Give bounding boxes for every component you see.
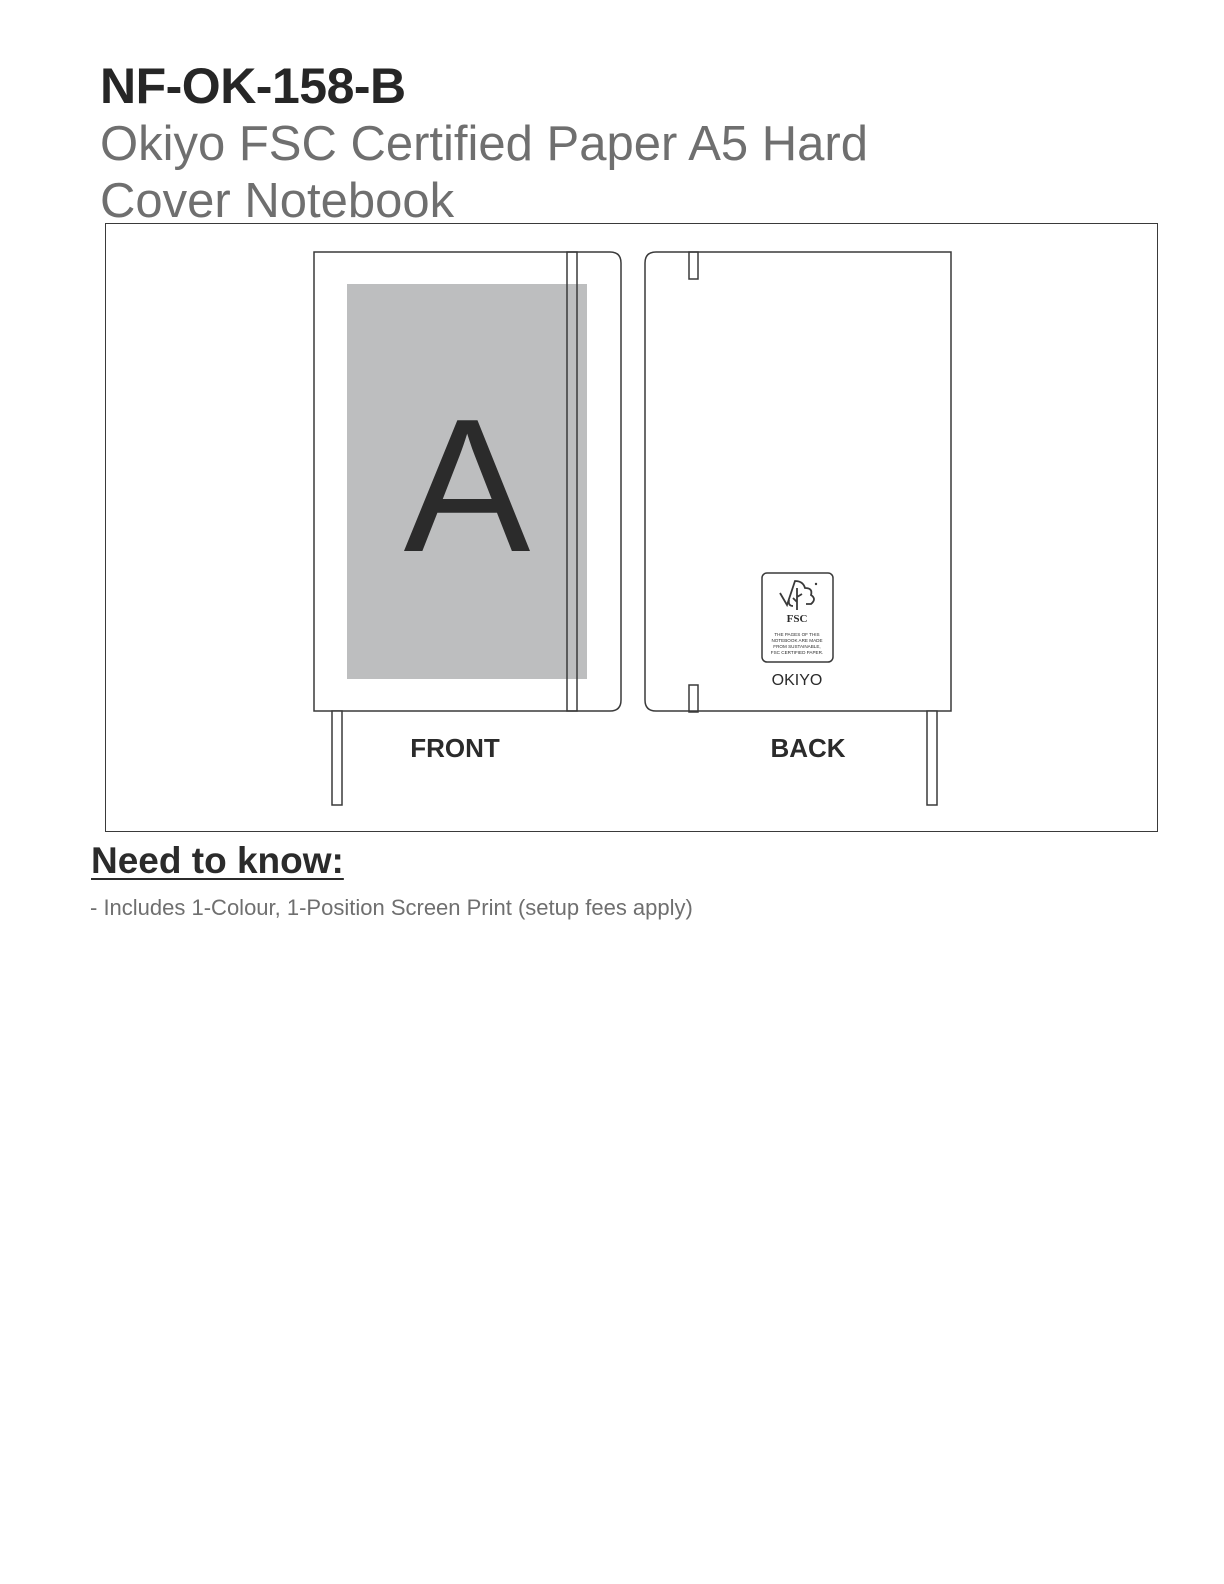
product-code: NF-OK-158-B (100, 58, 406, 114)
front-imprint-letter: A (403, 380, 531, 592)
back-brand-name: OKIYO (771, 672, 823, 689)
product-diagram (105, 223, 1158, 832)
product-title: Okiyo FSC Certified Paper A5 Hard Cover Notebook (100, 117, 868, 228)
back-notebook (645, 252, 951, 805)
need-to-know-item: - Includes 1-Colour, 1-Position Screen Print (setup fees apply) (90, 895, 693, 920)
back-elastic-bottom (689, 685, 698, 712)
fsc-brand-text: FSC (786, 613, 808, 625)
tree-icon (780, 581, 814, 610)
need-to-know-heading: Need to know: (91, 840, 344, 881)
front-bookmark-ribbon (332, 711, 342, 805)
fsc-logo-line-1: THE PAGES OF THIS (774, 632, 820, 637)
back-label: BACK (770, 733, 846, 763)
fsc-logo-line-3: FROM SUSTAINABLE, (773, 644, 821, 649)
fsc-logo-line-4: FSC CERTIFIED PAPER. (770, 650, 824, 655)
back-bookmark-ribbon (927, 711, 937, 805)
back-elastic-top (689, 252, 698, 279)
front-label: FRONT (410, 733, 500, 763)
need-to-know-list (90, 893, 693, 923)
fsc-logo-line-2: NOTEBOOK ARE MADE (771, 638, 823, 643)
